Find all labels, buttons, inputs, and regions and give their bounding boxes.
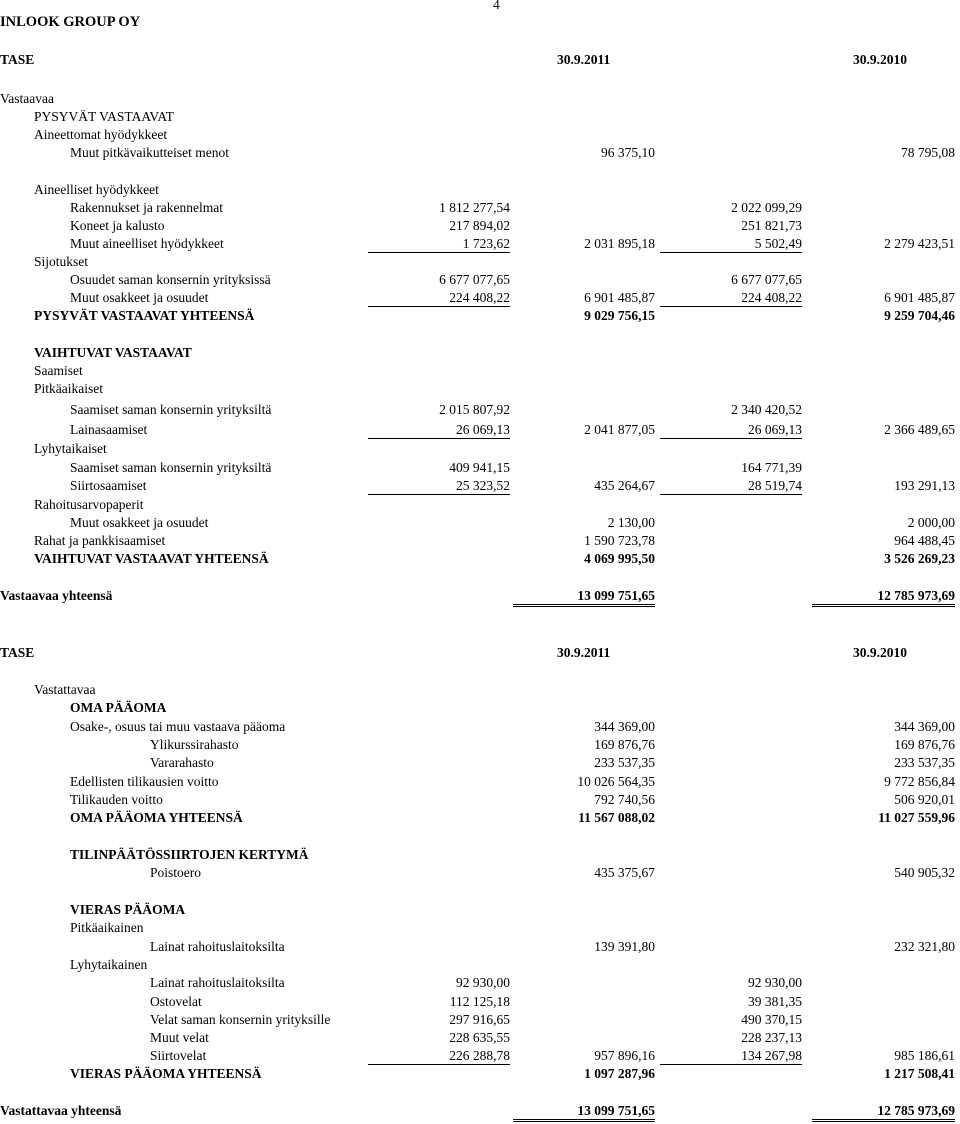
other-sec-2010: 2 000,00 [907, 515, 955, 530]
other-shares-label: Muut osakkeet ja osuudet [70, 290, 209, 305]
lt-group-recv-label: Saamiset saman konsernin yrityksiltä [70, 402, 272, 417]
st-group-recv-label: Saamiset saman konsernin yrityksiltä [70, 460, 272, 475]
debt-heading: VIERAS PÄÄOMA [70, 902, 186, 917]
other-tangible-2011: 1 723,62 [368, 236, 510, 253]
group-debt-label: Velat saman konsernin yrityksille [150, 1012, 331, 1027]
lt-loans-label: Lainat rahoituslaitoksilta [150, 939, 285, 954]
other-sec-label: Muut osakkeet ja osuudet [70, 515, 209, 530]
st-loans-2011: 92 930,00 [456, 975, 510, 990]
assets-grand-total-2010: 12 785 973,69 [812, 588, 955, 607]
group-debt-2010: 490 370,15 [741, 1012, 802, 1027]
noncurrent-heading: PYSYVÄT VASTAAVAT [34, 109, 174, 124]
assets-grand-total-2011: 13 099 751,65 [513, 588, 655, 607]
buildings-2011: 1 812 277,54 [439, 200, 510, 215]
assets-section: Vastaavaa [0, 91, 54, 106]
payables-2011: 112 125,18 [449, 994, 510, 1009]
noncurrent-total-2010: 9 259 704,46 [884, 308, 955, 323]
page-number: 4 [493, 0, 500, 12]
longterm-heading: Pitkäaikaiset [34, 381, 103, 396]
lt-loans-2010: 232 321,80 [894, 939, 955, 954]
shortterm-heading: Lyhytaikaiset [34, 441, 107, 456]
other-debt-2010: 228 237,13 [741, 1030, 802, 1045]
tangible-total-2010: 2 279 423,51 [884, 236, 955, 251]
st-total-2011: 435 264,67 [594, 478, 655, 493]
st-debt-total-2011: 957 896,16 [594, 1048, 655, 1063]
premium-label: Ylikurssirahasto [150, 737, 239, 752]
securities-heading: Rahoitusarvopaperit [34, 497, 144, 512]
other-tangible-2010: 5 502,49 [660, 236, 802, 253]
retained-2010: 9 772 856,84 [884, 774, 955, 789]
lt-debt-heading: Pitkäaikainen [70, 920, 144, 935]
depreciation-label: Poistoero [150, 865, 202, 880]
buildings-2010: 2 022 099,29 [731, 200, 802, 215]
lt-group-recv-2010: 2 340 420,52 [731, 402, 802, 417]
noncurrent-total-label: PYSYVÄT VASTAAVAT YHTEENSÄ [34, 308, 255, 323]
other-tangible-label: Muut aineelliset hyödykkeet [70, 236, 224, 251]
profit-label: Tilikauden voitto [70, 792, 163, 807]
st-loans-2010: 92 930,00 [748, 975, 802, 990]
retained-label: Edellisten tilikausien voitto [70, 774, 219, 789]
depreciation-2010: 540 905,32 [894, 865, 955, 880]
current-total-label: VAIHTUVAT VASTAAVAT YHTEENSÄ [34, 551, 269, 566]
other-shares-2011: 224 408,22 [368, 290, 510, 307]
reserve-2010: 233 537,35 [894, 755, 955, 770]
premium-2010: 169 876,76 [894, 737, 955, 752]
accrued-label: Siirtovelat [150, 1048, 207, 1063]
intangible-heading: Aineettomat hyödykkeet [34, 127, 168, 142]
accrued-2010: 134 267,98 [660, 1048, 802, 1065]
profit-2011: 792 740,56 [594, 792, 655, 807]
assets-col-2010: 30.9.2010 [853, 52, 907, 67]
group-shares-label: Osuudet saman konsernin yrityksissä [70, 272, 271, 287]
lt-loans-2011: 139 391,80 [594, 939, 655, 954]
lt-group-recv-2011: 2 015 807,92 [439, 402, 510, 417]
buildings-label: Rakennukset ja rakennelmat [70, 200, 223, 215]
st-loans-label: Lainat rahoituslaitoksilta [150, 975, 285, 990]
retained-2011: 10 026 564,35 [577, 774, 655, 789]
group-shares-2011: 6 677 077,65 [439, 272, 510, 287]
payables-2010: 39 381,35 [748, 994, 802, 1009]
share-capital-2011: 344 369,00 [594, 719, 655, 734]
cash-2011: 1 590 723,78 [584, 533, 655, 548]
liabilities-col-2011: 30.9.2011 [557, 645, 611, 660]
share-capital-2010: 344 369,00 [894, 719, 955, 734]
group-debt-2011: 297 916,65 [449, 1012, 510, 1027]
other-ltc-label: Muut pitkävaikutteiset menot [70, 145, 229, 160]
assets-title: TASE [0, 52, 35, 67]
current-heading: VAIHTUVAT VASTAAVAT [34, 345, 192, 360]
equity-total-label: OMA PÄÄOMA YHTEENSÄ [70, 810, 243, 825]
appropriations-heading: TILINPÄÄTÖSSIIRTOJEN KERTYMÄ [70, 847, 309, 862]
liabilities-grand-total-2011: 13 099 751,65 [513, 1103, 655, 1122]
reserve-label: Vararahasto [150, 755, 214, 770]
company-name: INLOOK GROUP OY [0, 14, 141, 30]
st-debt-heading: Lyhytaikainen [70, 957, 148, 972]
investments-heading: Sijotukset [34, 254, 89, 269]
equity-total-2010: 11 027 559,96 [878, 810, 955, 825]
reserve-2011: 233 537,35 [594, 755, 655, 770]
accruals-2010: 28 519,74 [660, 478, 802, 495]
group-shares-2010: 6 677 077,65 [731, 272, 802, 287]
liabilities-col-2010: 30.9.2010 [853, 645, 907, 660]
debt-total-2010: 1 217 508,41 [884, 1066, 955, 1081]
machinery-2010: 251 821,73 [741, 218, 802, 233]
receivables-heading: Saamiset [34, 363, 83, 378]
st-group-recv-2011: 409 941,15 [449, 460, 510, 475]
other-ltc-2010: 78 795,08 [901, 145, 955, 160]
loans-recv-2010: 26 069,13 [660, 422, 802, 439]
other-ltc-2011: 96 375,10 [601, 145, 655, 160]
liabilities-grand-total-2010: 12 785 973,69 [812, 1103, 955, 1122]
other-shares-2010: 224 408,22 [660, 290, 802, 307]
lt-total-2011: 2 041 877,05 [584, 422, 655, 437]
depreciation-2011: 435 375,67 [594, 865, 655, 880]
accruals-2011: 25 323,52 [368, 478, 510, 495]
machinery-label: Koneet ja kalusto [70, 218, 165, 233]
loans-recv-2011: 26 069,13 [368, 422, 510, 439]
current-total-2011: 4 069 995,50 [584, 551, 655, 566]
assets-grand-total-label: Vastaavaa yhteensä [0, 588, 113, 603]
noncurrent-total-2011: 9 029 756,15 [584, 308, 655, 323]
share-capital-label: Osake-, osuus tai muu vastaava pääoma [70, 719, 286, 734]
accruals-label: Siirtosaamiset [70, 478, 147, 493]
profit-2010: 506 920,01 [894, 792, 955, 807]
st-group-recv-2010: 164 771,39 [741, 460, 802, 475]
loans-recv-label: Lainasaamiset [70, 422, 148, 437]
cash-label: Rahat ja pankkisaamiset [34, 533, 166, 548]
assets-col-2011: 30.9.2011 [557, 52, 611, 67]
cash-2010: 964 488,45 [894, 533, 955, 548]
liabilities-grand-total-label: Vastattavaa yhteensä [0, 1103, 122, 1118]
machinery-2011: 217 894,02 [449, 218, 510, 233]
accrued-2011: 226 288,78 [368, 1048, 510, 1065]
payables-label: Ostovelat [150, 994, 202, 1009]
st-debt-total-2010: 985 186,61 [894, 1048, 955, 1063]
equity-heading: OMA PÄÄOMA [70, 700, 167, 715]
other-sec-2011: 2 130,00 [607, 515, 655, 530]
tangible-heading: Aineelliset hyödykkeet [34, 182, 159, 197]
investments-total-2010: 6 901 485,87 [884, 290, 955, 305]
st-total-2010: 193 291,13 [894, 478, 955, 493]
other-debt-2011: 228 635,55 [449, 1030, 510, 1045]
debt-total-label: VIERAS PÄÄOMA YHTEENSÄ [70, 1066, 262, 1081]
equity-total-2011: 11 567 088,02 [578, 810, 655, 825]
tangible-total-2011: 2 031 895,18 [584, 236, 655, 251]
lt-total-2010: 2 366 489,65 [884, 422, 955, 437]
liabilities-title: TASE [0, 645, 35, 660]
debt-total-2011: 1 097 287,96 [584, 1066, 655, 1081]
liabilities-section: Vastattavaa [34, 682, 96, 697]
current-total-2010: 3 526 269,23 [884, 551, 955, 566]
other-debt-label: Muut velat [150, 1030, 209, 1045]
premium-2011: 169 876,76 [594, 737, 655, 752]
investments-total-2011: 6 901 485,87 [584, 290, 655, 305]
